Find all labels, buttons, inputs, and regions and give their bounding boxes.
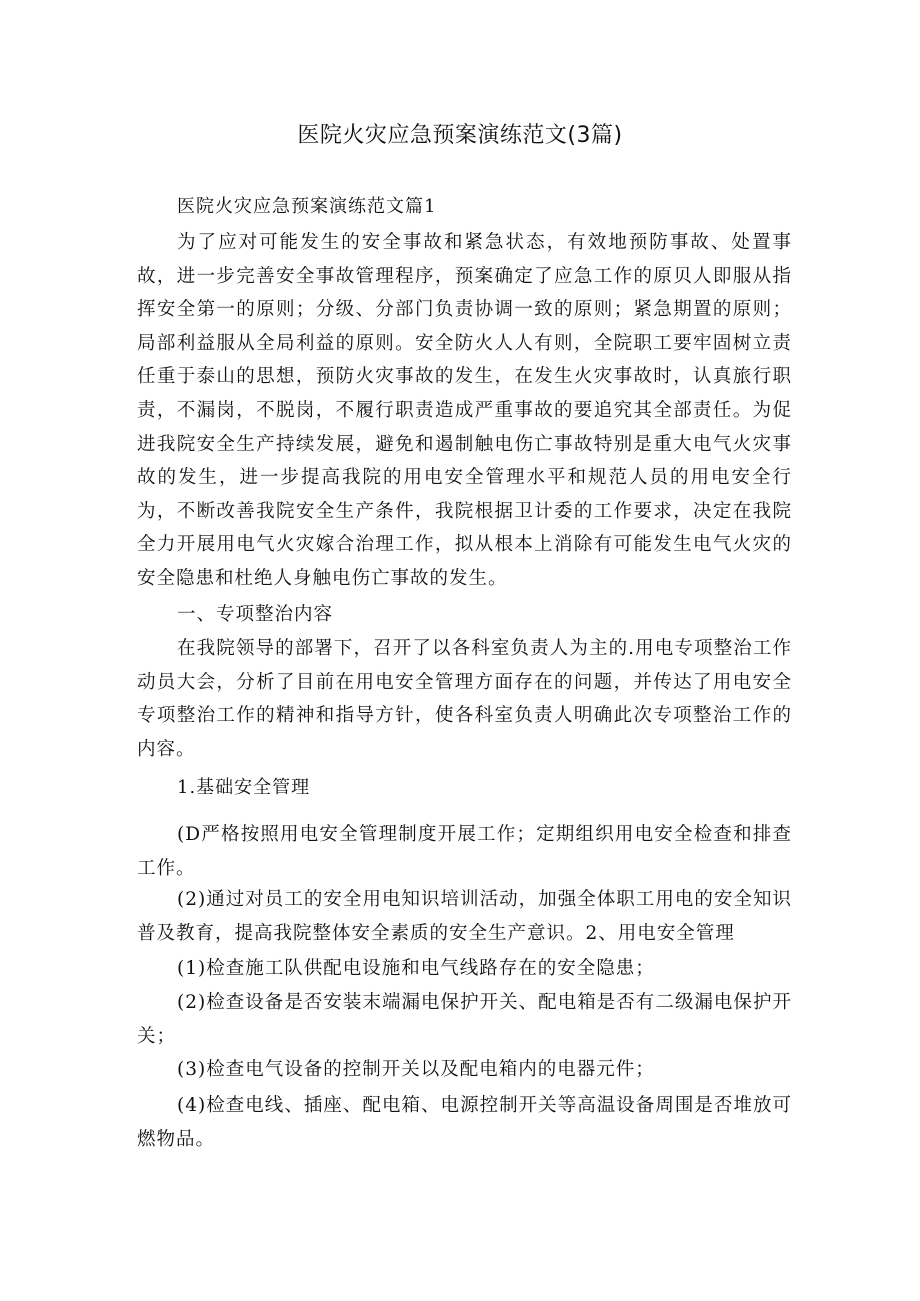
section-1-paragraph: 在我院领导的部署下，召开了以各科室负责人为主的.用电专项整治工作动员大会，分析了目前在用电安全管理方面存在的问题，并传达了用电安全专项整治工作的精神和指导方针，使各科室负责人明确此次专项整治工作的内容。 (137, 638, 792, 760)
item-2-2-block (137, 986, 792, 1053)
list-item: (2)检查设备是否安装末端漏电保护开关、配电箱是否有二级漏电保护开关； (137, 992, 792, 1047)
item-1-1-block (137, 818, 792, 885)
list-item: (1)检查施工队供配电设施和电气线路存在的安全隐患； (177, 958, 655, 979)
list-item: (D严格按照用电安全管理制度开展工作；定期组织用电安全检查和排查工作。 (137, 824, 792, 879)
list-item: (2)通过对员工的安全用电知识培训活动，加强全体职工用电的安全知识普及教育，提高我院整体安全素质的安全生产意识。2、用电安全管理 (137, 889, 792, 944)
intro-paragraph: 为了应对可能发生的安全事故和紧急状态，有效地预防事故、处置事故，进一步完善安全事故管理程序，预案确定了应急工作的原贝人即服从指挥安全第一的原则；分级、分部门负责协调一致的原则；紧急期置的原则；局部利益服从全局利益的原则。安全防火人人有则，全院职工要牢固树立责任重于泰山的思想，预防火灾事故的发生，在发生火灾事故时，认真旅行职责，不漏岗，不脱岗，不履行职责造成严重事故的要追究其全部责任。为促进我院安全生产持续发展，避免和遏制触电伤亡事故特别是重大电气火灾事故的发生，进一步提高我院的用电安全管理水平和规范人员的用电安全行为，不断改善我院安全生产条件，我院根据卫计委的工作要求，决定在我院全力开展用电气火灾嫁合治理工作，拟从根本上消除有可能发生电气火灾的安全隐患和杜绝人身触电伤亡事故的发生。 (137, 232, 792, 589)
list-item: (4)检查电线、插座、配电箱、电源控制开关等高温设备周围是否堆放可燃物品。 (137, 1095, 792, 1150)
subsection-1-heading: 1.基础安全管理 (177, 777, 311, 798)
section-1-heading: 一、专项整治内容 (177, 604, 334, 625)
intro-paragraph-block (137, 226, 792, 596)
item-2-3-block (137, 1053, 792, 1087)
item-2-4-block (137, 1089, 792, 1156)
section-1-paragraph-block (137, 632, 792, 766)
item-1-2-block (137, 883, 792, 950)
document-title: 医院火灾应急预案演练范文(3篇) (297, 123, 623, 148)
list-item: (3)检查电气设备的控制开关以及配电箱内的电器元件； (177, 1059, 655, 1080)
article-heading: 医院火灾应急预案演练范文篇1 (177, 196, 437, 217)
item-2-1-block (137, 952, 792, 986)
